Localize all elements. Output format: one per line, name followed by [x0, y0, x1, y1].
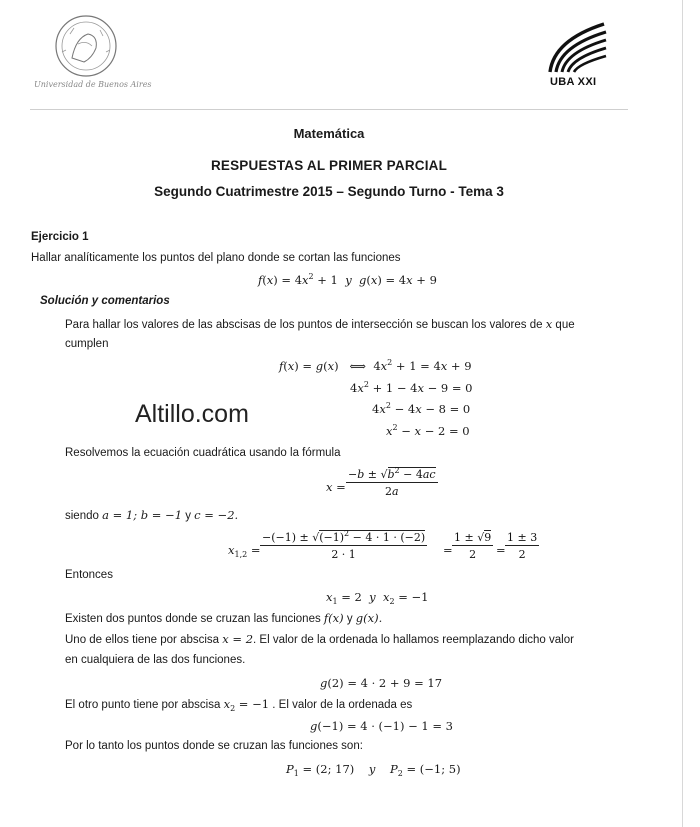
roots-fraction-2: $\frac{1 \pm √9}{2}$: [454, 531, 492, 561]
first-point-a: Uno de ellos tiene por abscisa: [65, 634, 220, 646]
equation-step-4: $x^2 - x - 2 = 0$: [386, 423, 470, 438]
document-subtitle: Segundo Cuatrimestre 2015 – Segundo Turno - Tema 3: [154, 184, 504, 199]
second-point-x: $x_2 = -1$: [223, 697, 270, 713]
coefficients-y: y: [185, 510, 191, 522]
coefficients-c: c = −2.: [194, 508, 239, 522]
paragraph-then: Entonces: [65, 569, 113, 581]
paragraph-intro-var: x: [545, 317, 553, 331]
paragraph-conclusion: Por lo tanto los puntos donde se cruzan las funciones son:: [65, 740, 363, 752]
program-logo: [546, 20, 610, 92]
arcs-icon: [546, 20, 610, 74]
paragraph-intro-a: Para hallar los valores de las abscisas de los puntos de intersección se buscan los valores de: [65, 319, 543, 331]
second-point-c: . El valor de la ordenada es: [272, 699, 413, 711]
subject-title: Matemática: [293, 126, 365, 141]
equation-step-3: $4x^2 - 4x - 8 = 0$: [372, 401, 471, 416]
roots-lhs: $x_{1,2}$ =: [228, 543, 261, 559]
roots-fraction-1: $\frac{-(-1) \pm √(-1)^2 - 4 \cdot 1 \cdot (-2)}{2 \cdot 1}$: [262, 529, 426, 561]
roots-fraction-3: $\frac{1 \pm 3}{2}$: [507, 531, 538, 561]
equals-1: =: [443, 543, 453, 557]
paragraph-first-point-cont: en cualquiera de las dos funciones.: [65, 654, 246, 666]
equals-2: =: [496, 543, 506, 557]
university-logo: [30, 14, 152, 92]
equation-step-1: f(x) = g(x) ⟺ $4x^2 + 1 = 4x + 9$: [279, 358, 472, 373]
exercise-statement: Hallar analíticamente los puntos del plano donde se cortan las funciones: [31, 252, 401, 264]
paragraph-intro-cont: cumplen: [65, 338, 109, 350]
intersection-points: $P_1 = (2$; 17) y $P_2 = (-1$; 5): [286, 762, 461, 778]
formula-lhs: x =: [326, 480, 346, 494]
header-rule: [30, 109, 628, 110]
two-points-y: y: [346, 613, 353, 625]
coefficients-a: siendo: [65, 510, 99, 522]
second-point-a: El otro punto tiene por abscisa: [65, 699, 221, 711]
roots-result: $x_1 = 2$ y $x_2 = -1$: [326, 590, 429, 606]
paragraph-formula: Resolvemos la ecuación cuadrática usando la fórmula: [65, 447, 341, 459]
two-points-f: f(x): [323, 611, 344, 625]
exercise-heading: Ejercicio 1: [31, 231, 89, 243]
equation-step-2: $4x^2 + 1 - 4x - 9 = 0$: [350, 380, 473, 395]
paragraph-coefficients: [65, 508, 238, 522]
document-title: RESPUESTAS AL PRIMER PARCIAL: [210, 158, 448, 173]
paragraph-two-points: [65, 611, 382, 625]
watermark: Altillo.com: [135, 400, 249, 428]
two-points-a: Existen dos puntos donde se cruzan las funciones: [65, 613, 321, 625]
page-edge: [682, 0, 683, 827]
paragraph-second-point: [65, 697, 412, 711]
program-logo-text: UBA XXI: [550, 76, 597, 88]
equation-g-minus1: g(−1) = 4 · (−1) − 1 = 3: [310, 719, 453, 733]
paragraph-intro: [65, 317, 575, 331]
two-points-g: g(x).: [355, 611, 383, 625]
paragraph-first-point: [65, 632, 574, 646]
first-point-c: . El valor de la ordenada lo hallamos reemplazando dicho valor: [253, 634, 574, 646]
equation-functions: $f(x) = 4x^2 + 1$ y g(x) = 4x + 9: [258, 272, 437, 287]
quadratic-formula: $\frac{-b \pm √b^2 - 4ac}{2a}$: [348, 466, 436, 498]
paragraph-intro-b: que: [555, 319, 575, 331]
solution-heading: Solución y comentarios: [40, 295, 170, 307]
first-point-x: x = 2: [222, 632, 254, 646]
equation-g2: g(2) = 4 · 2 + 9 = 17: [320, 676, 443, 690]
university-logo-text: Universidad de Buenos Aires: [34, 80, 152, 89]
coefficients-ab: a = 1; b = −1: [102, 508, 183, 522]
